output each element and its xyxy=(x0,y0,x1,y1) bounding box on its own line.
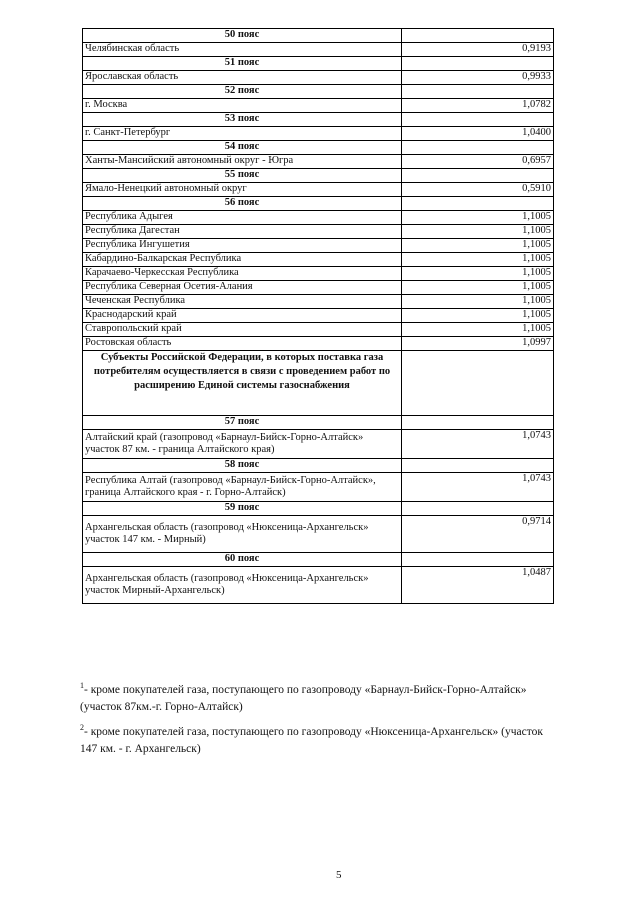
table-row xyxy=(83,295,554,309)
zone-heading: 51 пояс xyxy=(83,57,402,71)
table-row xyxy=(83,309,554,323)
coefficient-value: 1,0782 xyxy=(402,99,554,113)
zone-heading: 57 пояс xyxy=(83,416,402,430)
region-name: Ямало-Ненецкий автономный округ xyxy=(83,183,402,197)
coefficient-value: 1,1005 xyxy=(402,323,554,337)
region-name: Ставропольский край xyxy=(83,323,402,337)
footnote-2 xyxy=(80,722,560,758)
table-row xyxy=(83,211,554,225)
table-row xyxy=(83,183,554,197)
table-row xyxy=(83,29,554,43)
empty-cell xyxy=(402,57,554,71)
region-name: Ростовская область xyxy=(83,337,402,351)
region-name: г. Москва xyxy=(83,99,402,113)
zone-heading: 50 пояс xyxy=(83,29,402,43)
table-row xyxy=(83,57,554,71)
table-row xyxy=(83,127,554,141)
coefficient-value: 1,0487 xyxy=(402,567,554,604)
table-row xyxy=(83,197,554,211)
table-row xyxy=(83,253,554,267)
coefficient-value: 0,9933 xyxy=(402,71,554,85)
empty-cell xyxy=(402,29,554,43)
table-row xyxy=(83,113,554,127)
table-row xyxy=(83,99,554,113)
table-row xyxy=(83,169,554,183)
empty-cell xyxy=(402,459,554,473)
table-row xyxy=(83,516,554,553)
empty-cell xyxy=(402,169,554,183)
zone-heading: 55 пояс xyxy=(83,169,402,183)
coefficient-value: 1,0997 xyxy=(402,337,554,351)
coefficient-value: 0,9193 xyxy=(402,43,554,57)
footnote-text: - кроме покупателей газа, поступающего по газопроводу «Барнаул-Бийск-Горно-Алтайск» (участок 87км.-г. Горно-Алтайск) xyxy=(80,683,527,714)
coefficient-value: 1,0400 xyxy=(402,127,554,141)
coefficient-value: 1,1005 xyxy=(402,295,554,309)
coefficient-value: 0,5910 xyxy=(402,183,554,197)
table-row xyxy=(83,502,554,516)
table-row xyxy=(83,323,554,337)
zone-heading: 53 пояс xyxy=(83,113,402,127)
table-row xyxy=(83,43,554,57)
empty-cell xyxy=(402,85,554,99)
zone-heading: 56 пояс xyxy=(83,197,402,211)
region-name: Кабардино-Балкарская Республика xyxy=(83,253,402,267)
region-name: Чеченская Республика xyxy=(83,295,402,309)
table-row xyxy=(83,430,554,459)
page-number: 5 xyxy=(336,869,342,881)
table-row xyxy=(83,473,554,502)
coefficient-value: 1,1005 xyxy=(402,211,554,225)
footnote-mark: 1 xyxy=(80,681,84,690)
table-row xyxy=(83,239,554,253)
region-name: Краснодарский край xyxy=(83,309,402,323)
footnotes xyxy=(80,680,560,765)
coefficient-value: 1,1005 xyxy=(402,309,554,323)
region-name: Архангельская область (газопровод «Нюксеница-Архангельск» участок 147 км. - Мирный) xyxy=(83,516,402,553)
coefficient-value: 1,1005 xyxy=(402,267,554,281)
table-row xyxy=(83,337,554,351)
region-name: Республика Адыгея xyxy=(83,211,402,225)
table-row xyxy=(83,85,554,99)
zone-heading: 52 пояс xyxy=(83,85,402,99)
zone-heading: 54 пояс xyxy=(83,141,402,155)
empty-cell xyxy=(402,416,554,430)
zone-heading: 59 пояс xyxy=(83,502,402,516)
coefficient-value: 0,6957 xyxy=(402,155,554,169)
coefficient-value: 1,1005 xyxy=(402,225,554,239)
region-name: Республика Ингушетия xyxy=(83,239,402,253)
empty-cell xyxy=(402,351,554,416)
region-name: Челябинская область xyxy=(83,43,402,57)
table-row xyxy=(83,141,554,155)
coefficient-value: 1,1005 xyxy=(402,239,554,253)
zone-heading: 60 пояс xyxy=(83,553,402,567)
region-name: Ярославская область xyxy=(83,71,402,85)
region-name: Ханты-Мансийский автономный округ - Югра xyxy=(83,155,402,169)
table-row xyxy=(83,155,554,169)
region-name: Республика Северная Осетия-Алания xyxy=(83,281,402,295)
coefficient-value: 1,1005 xyxy=(402,253,554,267)
table-row xyxy=(83,225,554,239)
region-name: Республика Алтай (газопровод «Барнаул-Бийск-Горно-Алтайск», граница Алтайского края - г. Горно-Алтайск) xyxy=(83,473,402,502)
table-row xyxy=(83,281,554,295)
region-name: Карачаево-Черкесская Республика xyxy=(83,267,402,281)
footnote-mark: 2 xyxy=(80,723,84,733)
empty-cell xyxy=(402,553,554,567)
empty-cell xyxy=(402,141,554,155)
table-row xyxy=(83,351,554,416)
zone-heading: 58 пояс xyxy=(83,459,402,473)
table-row xyxy=(83,267,554,281)
coefficient-value: 1,0743 xyxy=(402,430,554,459)
footnote-1 xyxy=(80,680,560,716)
footnote-text: - кроме покупателей газа, поступающего по газопроводу «Нюксеница-Архангельск» (участок 147 км. - г. Архангельск) xyxy=(80,726,543,756)
region-name: г. Санкт-Петербург xyxy=(83,127,402,141)
region-name: Алтайский край (газопровод «Барнаул-Бийск-Горно-Алтайск» участок 87 км. - граница Алтайского края) xyxy=(83,430,402,459)
table-row xyxy=(83,459,554,473)
table-row xyxy=(83,416,554,430)
tariff-table-body xyxy=(83,29,554,604)
region-name: Архангельская область (газопровод «Нюксеница-Архангельск» участок Мирный-Архангельск) xyxy=(83,567,402,604)
coefficient-value: 1,1005 xyxy=(402,281,554,295)
empty-cell xyxy=(402,197,554,211)
coefficient-value: 0,9714 xyxy=(402,516,554,553)
region-name: Республика Дагестан xyxy=(83,225,402,239)
coefficient-value: 1,0743 xyxy=(402,473,554,502)
table-row xyxy=(83,71,554,85)
table-row xyxy=(83,567,554,604)
table-row xyxy=(83,553,554,567)
section-note: Субъекты Российской Федерации, в которых поставка газа потребителям осуществляется в связи с проведением работ по расширению Единой системы газоснабжения xyxy=(83,351,402,416)
empty-cell xyxy=(402,113,554,127)
tariff-table xyxy=(82,28,554,604)
empty-cell xyxy=(402,502,554,516)
